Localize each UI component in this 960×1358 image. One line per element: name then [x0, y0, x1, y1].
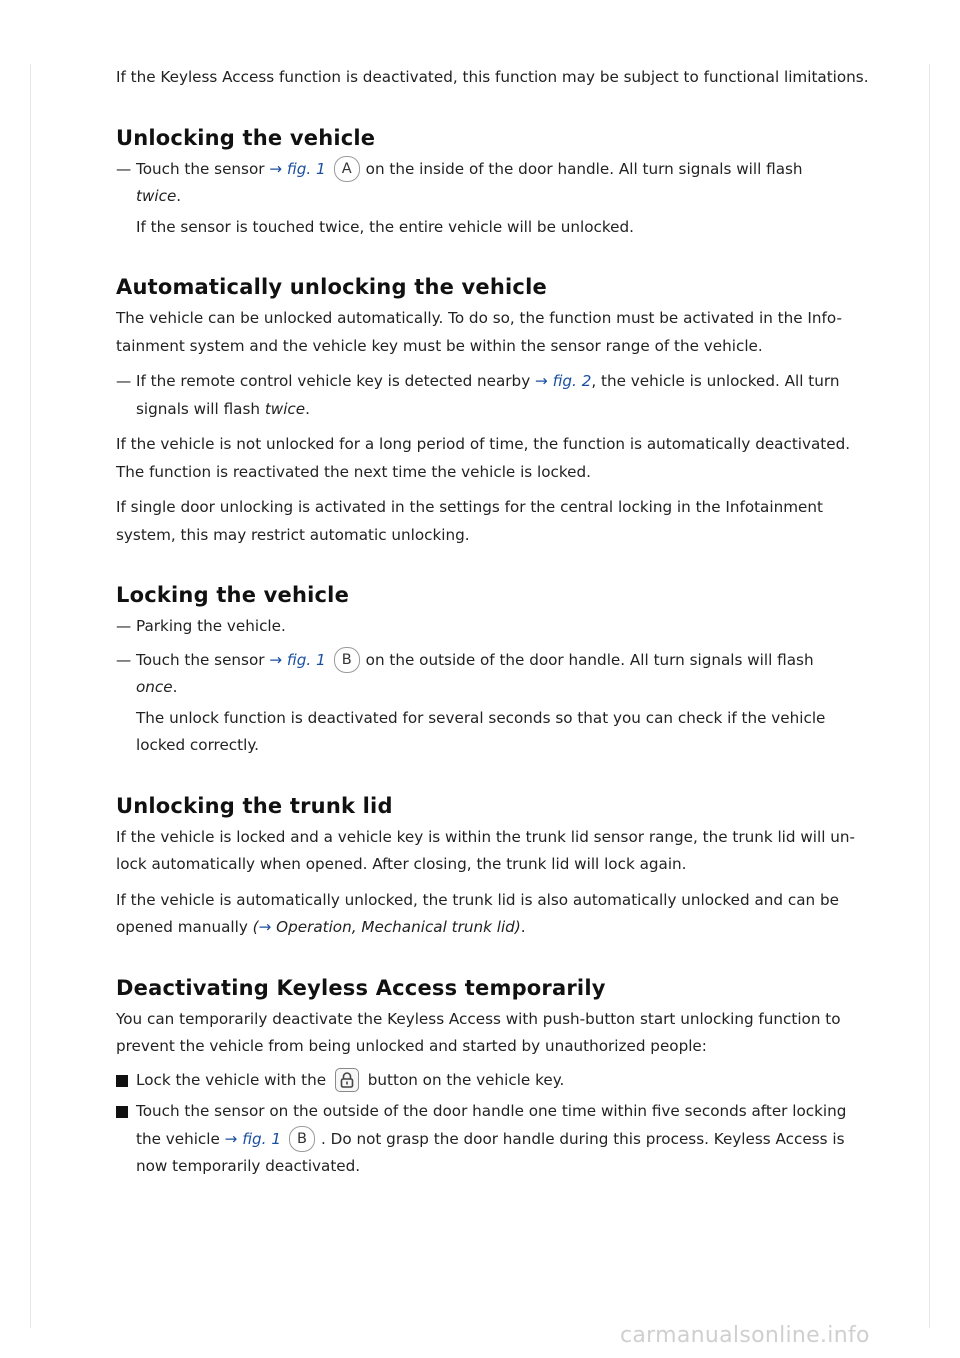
page-border-right [929, 64, 930, 1328]
arrow-right-icon: → [269, 650, 283, 669]
heading-deactivating: Deactivating Keyless Access temporarily [116, 975, 606, 1000]
arrow-right-icon: → [258, 918, 272, 936]
dash-marker: — [116, 617, 132, 635]
watermark: carmanualsonline.info [620, 1323, 870, 1348]
list-item: — If the remote control vehicle key is detected nearby → fig. 2, the vehicle is unlocked. All turn signals will flash twice. [116, 368, 876, 423]
callout-badge-b: B [289, 1126, 315, 1152]
dash-marker: — [116, 650, 132, 669]
dash-marker: — [116, 372, 132, 390]
manual-page [116, 64, 876, 1181]
callout-badge-a: A [334, 156, 360, 182]
fig-1-link[interactable]: → fig. 1 [224, 1129, 282, 1148]
heading-locking: Locking the vehicle [116, 583, 350, 607]
dash-marker: — [116, 159, 132, 178]
heading-trunk: Unlocking the trunk lid [116, 793, 393, 818]
heading-auto-unlocking: Automatically unlocking the vehicle [116, 275, 547, 299]
trunk-para-2: If the vehicle is automatically unlocked, the trunk lid is also automatically unlocked and can be opened manually (→ Operation, Mechanical trunk lid). [116, 890, 839, 936]
step-note: The unlock function is deactivated for several seconds so that you can check if the vehicle locked correctly. [136, 708, 826, 754]
callout-badge-b: B [334, 647, 360, 673]
list-item: — Parking the vehicle. [116, 613, 876, 641]
heading-unlocking: Unlocking the vehicle [116, 125, 376, 150]
page-border-left [30, 64, 31, 1328]
auto-para-1: The vehicle can be unlocked automatically. To do so, the function must be activated in the Info-tainment system and the vehicle key must be within the sensor range of the vehicle. [116, 309, 842, 355]
fig-1-link[interactable]: → fig. 1 [269, 650, 326, 669]
list-item: Touch the sensor on the outside of the door handle one time within five seconds after locking the vehicle → fig. 1 B . Do not grasp the door handle during this process. Keyless Access is now temporarily deactivated. [116, 1098, 876, 1181]
list-item: — Touch the sensor → fig. 1 B on the outside of the door handle. All turn signals will flash once. [116, 647, 876, 702]
intro-paragraph: If the Keyless Access function is deactivated, this function may be subject to functional limitations. [116, 68, 869, 86]
step-note: If the sensor is touched twice, the entire vehicle will be unlocked. [136, 217, 634, 236]
square-bullet [116, 1106, 128, 1118]
deactivating-para: You can temporarily deactivate the Keyless Access with push-button start unlocking function to prevent the vehicle from being unlocked and started by unauthorized people: [116, 1009, 841, 1055]
operation-trunk-lid-link[interactable]: (→ Operation, Mechanical trunk lid) [252, 918, 521, 936]
lock-icon [335, 1068, 359, 1092]
fig-2-link[interactable]: → fig. 2 [535, 372, 592, 390]
list-item: — Touch the sensor → fig. 1 A on the inside of the door handle. All turn signals will flash twice. [116, 156, 876, 211]
list-item: Lock the vehicle with the button on the vehicle key. [116, 1067, 876, 1095]
fig-1-link[interactable]: → fig. 1 [269, 159, 326, 178]
trunk-para-1: If the vehicle is locked and a vehicle key is within the trunk lid sensor range, the trunk lid will un-lock automatically when opened. After closing, the trunk lid will lock again. [116, 827, 856, 873]
arrow-right-icon: → [224, 1129, 238, 1148]
auto-para-2: If the vehicle is not unlocked for a long period of time, the function is automatically deactivated. The function is reactivated the next time the vehicle is locked. [116, 435, 851, 481]
square-bullet [116, 1075, 128, 1087]
auto-para-3: If single door unlocking is activated in the settings for the central locking in the Infotainment system, this may restrict automatic unlocking. [116, 498, 823, 544]
arrow-right-icon: → [535, 372, 548, 390]
arrow-right-icon: → [269, 159, 283, 178]
